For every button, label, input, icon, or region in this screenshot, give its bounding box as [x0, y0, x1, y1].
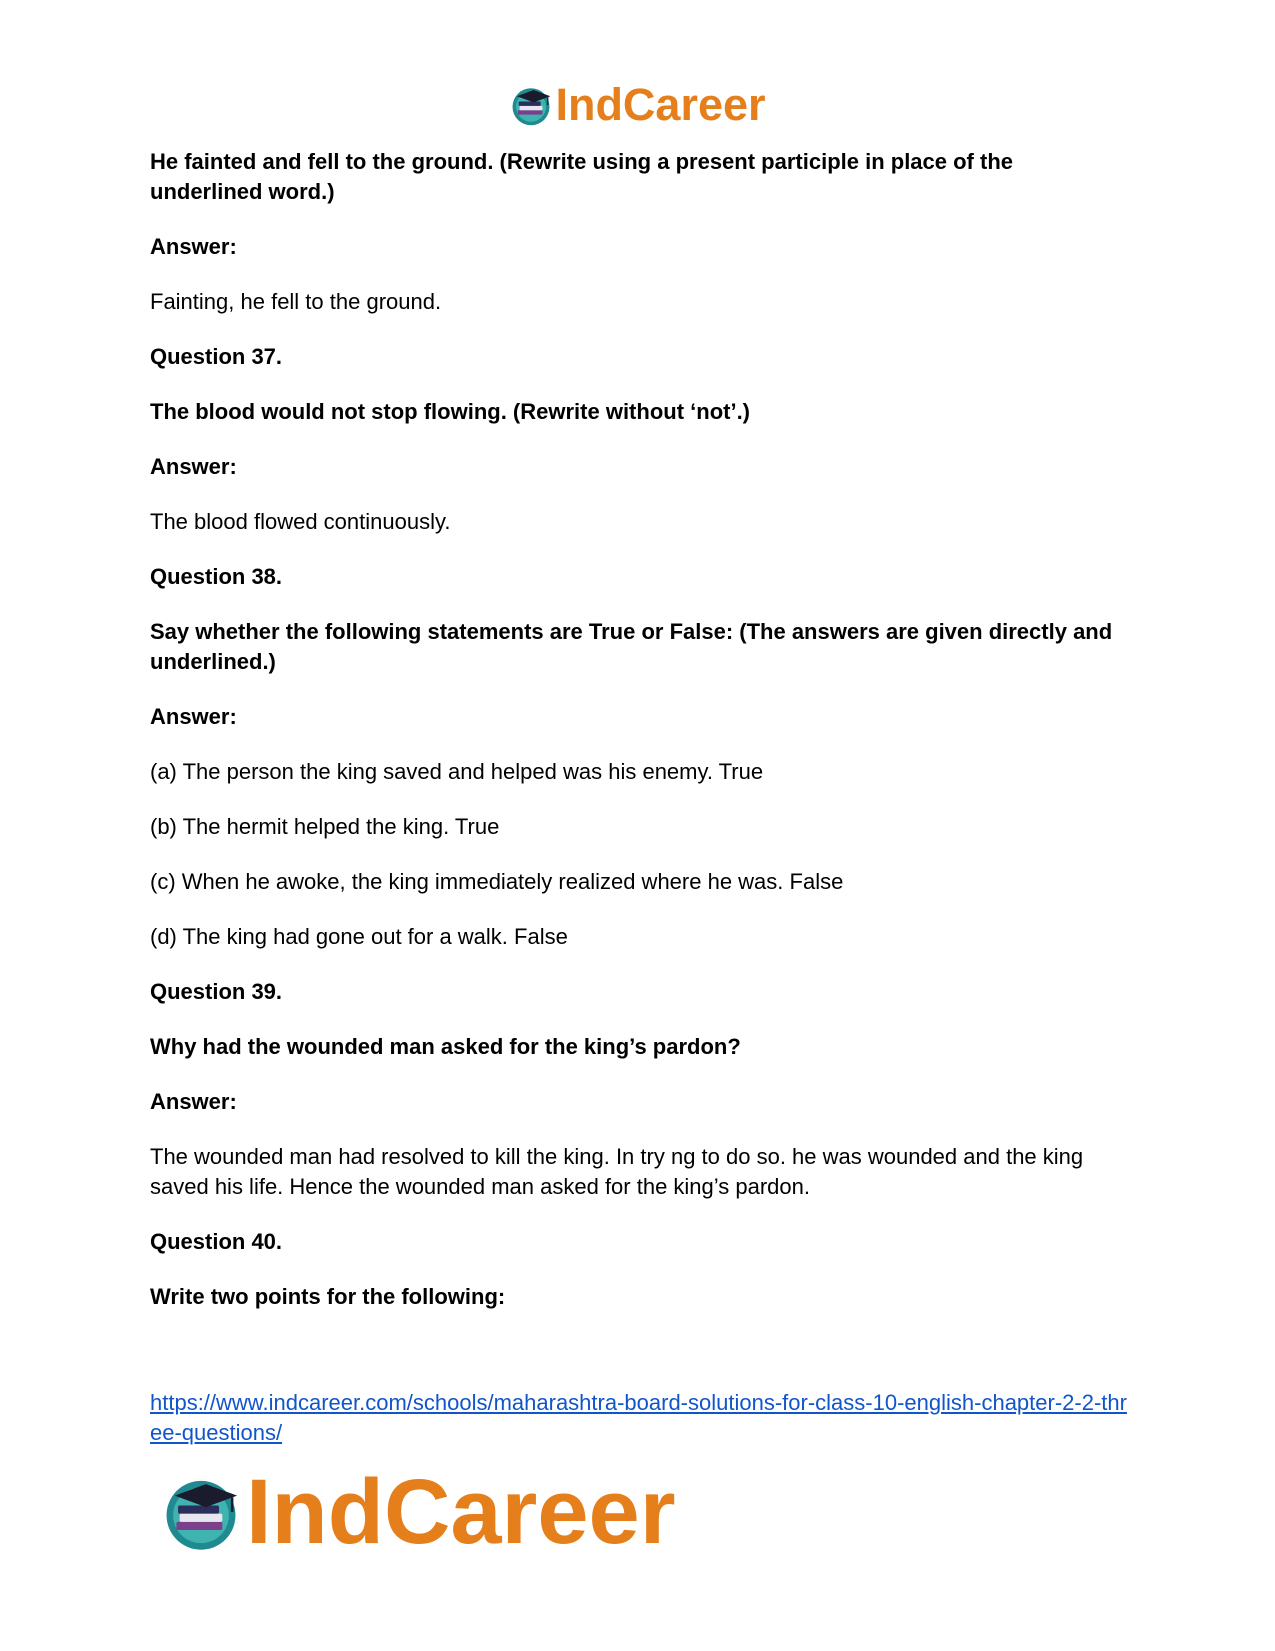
heading-paragraph: He fainted and fell to the ground. (Rewrite using a present participle in place of the underlined word.) [150, 149, 1013, 204]
graduation-cap-books-globe-icon [509, 83, 553, 127]
heading-paragraph: Say whether the following statements are True or False: (The answers are given directly and underlined.) [150, 619, 1113, 674]
body-paragraph: (b) The hermit helped the king. True [150, 814, 500, 839]
body-paragraph: Fainting, he fell to the ground. [150, 289, 442, 314]
document-body [150, 147, 1130, 1337]
body-paragraph: (c) When he awoke, the king immediately realized where he was. False [150, 869, 844, 894]
heading-paragraph: Question 39. [150, 979, 283, 1004]
heading-paragraph: Answer: [150, 1089, 237, 1114]
heading-paragraph: Question 40. [150, 1229, 283, 1254]
heading-paragraph: Write two points for the following: [150, 1284, 506, 1309]
heading-paragraph: Answer: [150, 234, 237, 259]
footer-logo-text: IndCareer [246, 1460, 676, 1563]
body-paragraph: (d) The king had gone out for a walk. False [150, 924, 568, 949]
heading-paragraph: Answer: [150, 454, 237, 479]
heading-paragraph: Question 38. [150, 564, 283, 589]
source-link[interactable]: https://www.indcareer.com/schools/maharashtra-board-solutions-for-class-10-english-chapter-2-2-three-questions/ [150, 1390, 1127, 1445]
body-paragraph: (a) The person the king saved and helped was his enemy. True [150, 759, 764, 784]
heading-paragraph: Question 37. [150, 344, 283, 369]
heading-paragraph: Answer: [150, 704, 237, 729]
header-logo-text: IndCareer [555, 79, 766, 130]
body-paragraph: The blood flowed continuously. [150, 509, 451, 534]
heading-paragraph: Why had the wounded man asked for the king’s pardon? [150, 1034, 741, 1059]
graduation-cap-books-globe-icon [160, 1471, 242, 1553]
header-logo [0, 80, 1275, 130]
body-paragraph: The wounded man had resolved to kill the king. In try ng to do so. he was wounded and the king saved his life. Hence the wounded man asked for the king’s pardon. [150, 1144, 1084, 1199]
footer-logo [160, 1462, 676, 1562]
heading-paragraph: The blood would not stop flowing. (Rewrite without ‘not’.) [150, 399, 751, 424]
